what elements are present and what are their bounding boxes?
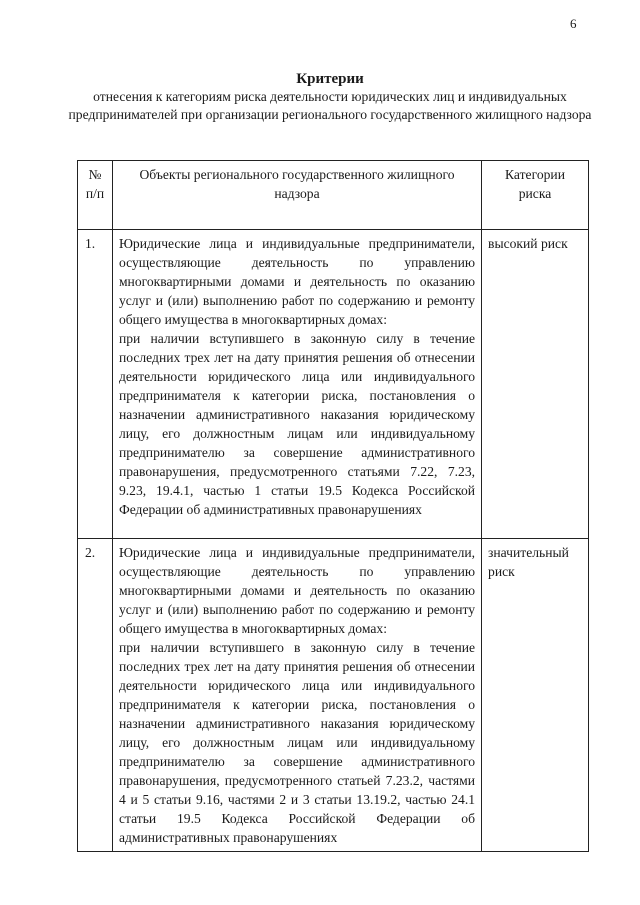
row-category: значительный риск	[482, 539, 589, 852]
table-header-row	[78, 161, 589, 230]
criteria-table	[77, 160, 589, 852]
row-number: 1.	[78, 230, 113, 539]
document-title: Критерии	[296, 71, 364, 87]
row-object-intro: Юридические лица и индивидуальные предприниматели, осуществляющие деятельность по управлению многоквартирными домами и деятельность по оказанию услуг и (или) выполнению работ по содержанию и ремонту общего имущества в многоквартирных домах:	[118, 236, 476, 327]
row-condition: при наличии вступившего в законную силу в течение последних трех лет на дату принятия решения об отнесении деятельности юридического лица или индивидуального предпринимателя к категории риска, постановления о назначении административного наказания юридическому лицу, его должностным лицам или индивидуальному предпринимателю за совершение административного правонарушения, предусмотренного статьями 7.22, 7.23, 9.23, 19.4.1, частью 1 статьи 19.5 Кодекса Российской Федерации об административных правонарушениях	[118, 331, 476, 517]
header-category: Категории риска	[482, 161, 589, 230]
document-subtitle: отнесения к категориям риска деятельности юридических лиц и индивидуальных предпринимателей при организации регионального государственного жилищного надзора	[68, 89, 592, 122]
row-condition: при наличии вступившего в законную силу в течение последних трех лет на дату принятия решения об отнесении деятельности юридического лица или индивидуального предпринимателя к категории риска, постановления о назначении административного наказания юридическому лицу, его должностным лицам или индивидуальному предпринимателю за совершение административного правонарушения, предусмотренного статьей 7.23.2, частями 4 и 5 статьи 9.16, частями 2 и 3 статьи 13.19.2, частью 24.1 статьи 19.5 Кодекса Российской Федерации об административных правонарушениях	[118, 640, 476, 845]
row-category: высокий риск	[482, 230, 589, 539]
table-row	[78, 230, 589, 539]
row-object-intro: Юридические лица и индивидуальные предприниматели, осуществляющие деятельность по управлению многоквартирными домами и деятельность по оказанию услуг и (или) выполнению работ по содержанию и ремонту общего имущества в многоквартирных домах:	[118, 545, 476, 636]
row-object	[112, 539, 481, 852]
row-number: 2.	[78, 539, 113, 852]
row-object	[112, 230, 481, 539]
table-row	[78, 539, 589, 852]
page-number: 6	[570, 16, 577, 31]
header-number: № п/п	[78, 161, 113, 230]
header-object: Объекты регионального государственного жилищного надзора	[112, 161, 481, 230]
document-heading	[60, 70, 600, 124]
